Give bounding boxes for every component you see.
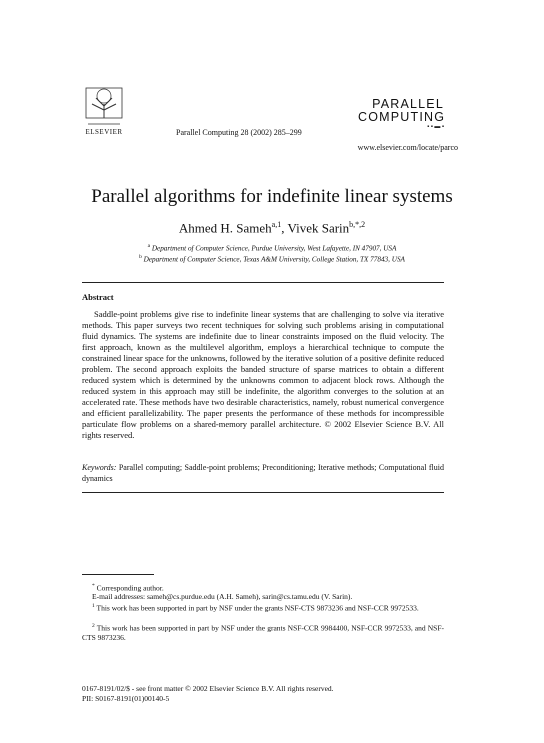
journal-logo-bottom: COMPUTING bbox=[358, 110, 446, 124]
author-sarin-sup: b,*,2 bbox=[349, 220, 366, 229]
journal-logo-top: PARALLEL bbox=[372, 97, 444, 111]
email-text: E-mail addresses: sameh@cs.purdue.edu (A.H. Sameh), sarin@cs.tamu.edu (V. Sarin). bbox=[92, 592, 353, 601]
footnote-email bbox=[82, 592, 444, 602]
corr-text: Corresponding author. bbox=[96, 583, 164, 593]
fn2-sup: 2 bbox=[92, 623, 95, 629]
keywords-label: Keywords: bbox=[82, 463, 117, 472]
affiliation-b-sup: b bbox=[139, 254, 142, 260]
author-sameh: Ahmed H. Sameh bbox=[178, 220, 272, 236]
affiliation-b bbox=[0, 254, 544, 263]
abstract-body: Saddle-point problems give rise to indefinite linear systems that are challenging to solve via iterative methods. This paper surveys two recent techniques for solving such problems arising in computational fluid dynamics. The systems are indefinite due to linear constraints imposed on the fluid velocity. The first approach, known as the multilevel algorithm, employs a hierarchical technique to compute the constrained linear space for the unknowns, followed by the iterative solution of a positive definite reduced problem. The second approach exploits the banded structure of sparse matrices to obtain a different reduced system which is determined by the unknowns common to adjacent block rows. Although the reduced system in this approach may still be indefinite, the algorithm converges to the solution at an accelerated rate. These methods have two desirable characteristics, namely, robust numerical convergence and efficient parallelizability. The paper presents the performance of these methods for incompressible particulate flow problems on a shared-memory parallel architecture. © 2002 Elsevier Science B.V. All rights reserved. bbox=[82, 309, 444, 440]
abstract-heading: Abstract bbox=[82, 292, 114, 302]
fn1-text: This work has been supported in part by NSF under the grants NSF-CTS 9873236 and NSF-CCR 9972533. bbox=[96, 603, 419, 613]
corr-sup: * bbox=[92, 583, 95, 589]
top-rule bbox=[82, 282, 444, 283]
footnote-1 bbox=[82, 602, 444, 613]
publisher-label: ELSEVIER bbox=[85, 128, 123, 136]
fn1-sup: 1 bbox=[92, 603, 95, 609]
footnote-rule bbox=[82, 574, 154, 575]
author-sarin: Vivek Sarin bbox=[287, 220, 350, 236]
keywords bbox=[82, 463, 444, 484]
author-sameh-sup: a,1 bbox=[271, 220, 282, 229]
fn2-text: This work has been supported in part by NSF under the grants NSF-CCR 9984400, NSF-CCR 9972533, and NSF-CTS 9873236. bbox=[82, 623, 444, 643]
article-title: Parallel algorithms for indefinite linear systems bbox=[91, 186, 453, 207]
logo-dots: ▪ ▪ ▬ ▪ bbox=[427, 124, 444, 130]
footnote-2 bbox=[82, 622, 444, 643]
copyright-line: 0167-8191/02/$ - see front matter © 2002 Elsevier Science B.V. All rights reserved. bbox=[82, 684, 334, 693]
pii-line: PII: S0167-8191(01)00140-5 bbox=[82, 693, 170, 703]
keywords-list: Parallel computing; Saddle-point problems; Preconditioning; Iterative methods; Computational fluid dynamics bbox=[82, 463, 444, 483]
affiliation-b-text: Department of Computer Science, Texas A&M University, College Station, TX 77843, USA bbox=[143, 255, 405, 264]
journal-url-link[interactable]: www.elsevier.com/locate/parco bbox=[357, 143, 458, 152]
copyright-block bbox=[82, 684, 334, 703]
journal-logo bbox=[358, 98, 444, 131]
author-line bbox=[0, 220, 544, 236]
journal-citation: Parallel Computing 28 (2002) 285–299 bbox=[176, 128, 302, 137]
bottom-rule bbox=[82, 492, 444, 493]
author-separator: , bbox=[281, 220, 288, 236]
affiliation-a bbox=[0, 243, 544, 252]
affiliation-a-sup: a bbox=[147, 243, 151, 249]
affiliation-a-text: Department of Computer Science, Purdue University, West Lafayette, IN 47907, USA bbox=[151, 244, 397, 253]
